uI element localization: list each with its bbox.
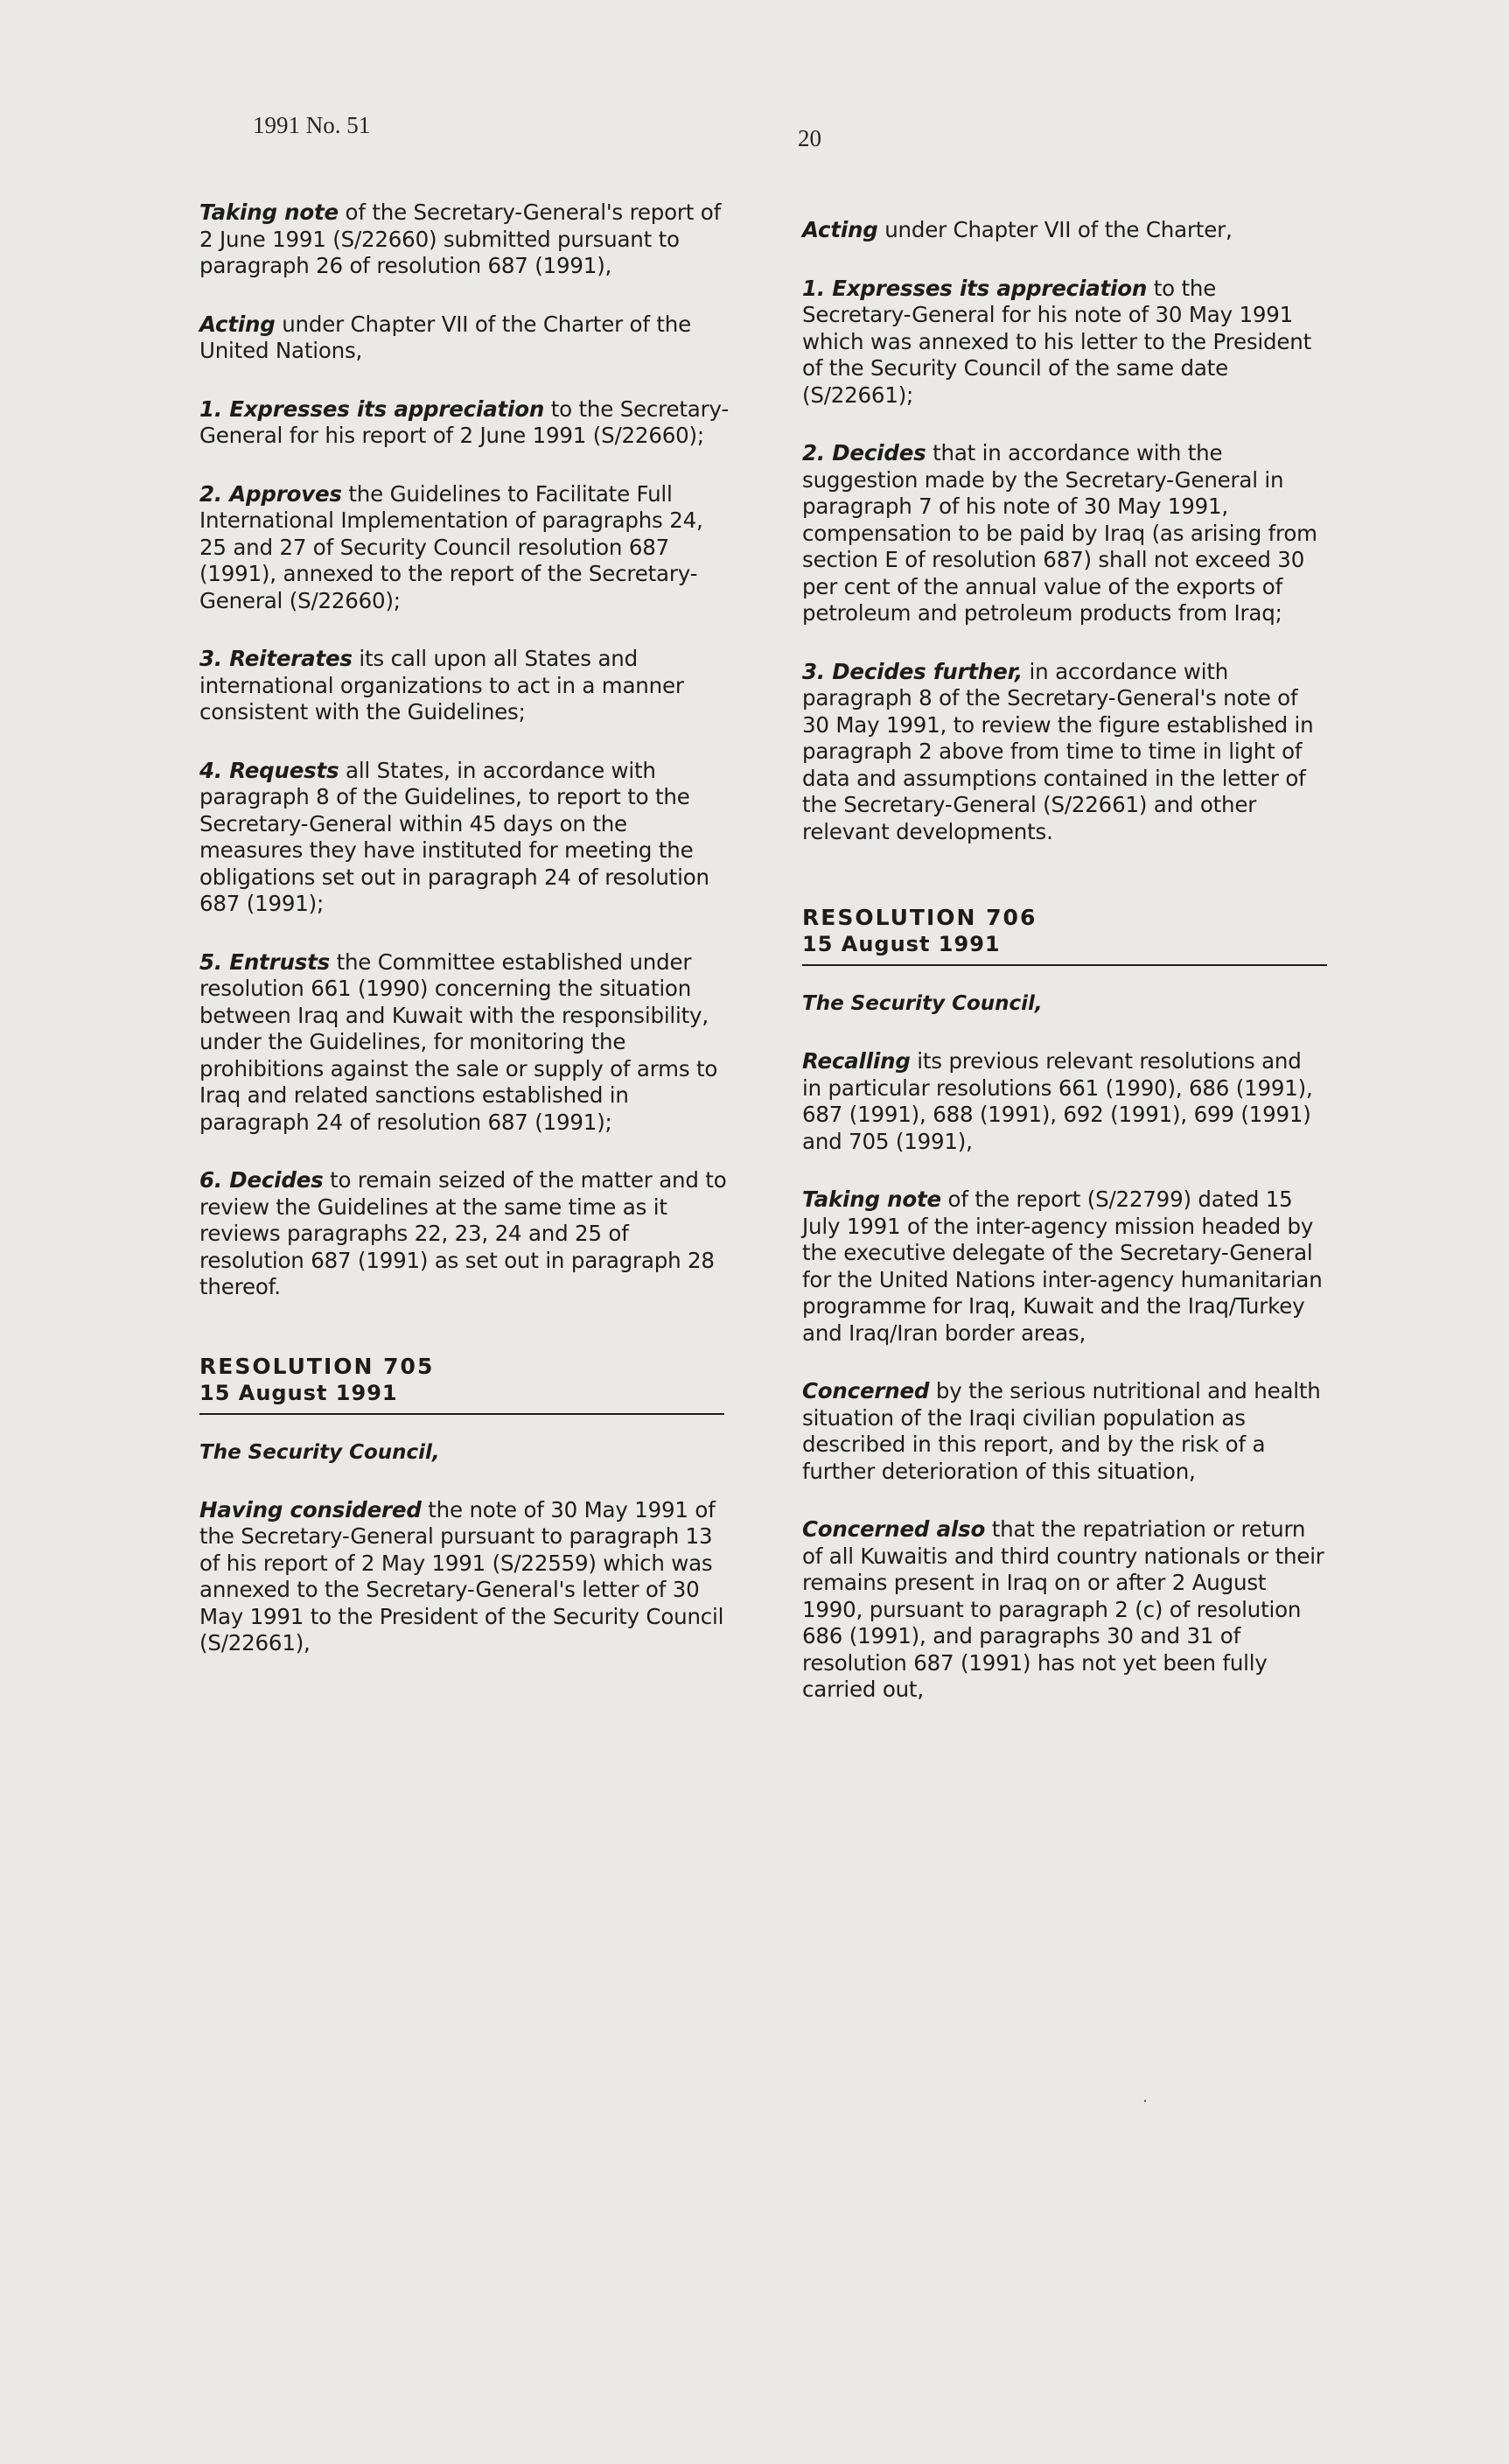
scan-speck (1144, 2100, 1146, 2102)
page-header-left: 1991 No. 51 (253, 112, 371, 138)
paragraph: Acting under Chapter VII of the Charter, (802, 217, 1233, 242)
resolution-705-heading (199, 1354, 733, 1415)
page-number: 20 (798, 125, 821, 151)
resolution-divider (199, 1413, 724, 1415)
paragraph: Having considered the note of 30 May 1991 of the Secretary-General pursuant to paragraph 13 of his report of 2 May 1991 (S/22559) which was annexed to the Secretary-General's letter of 30 May 1991 to the President of the Security Council (S/22661), (199, 1496, 724, 1656)
paragraph: 6. Decides to remain seized of the matter and to review the Guidelines at the same time as it reviews paragraphs 22, 23, 24 and 25 of resolution 687 (1991) as set out in paragraph 28 thereof. (199, 1167, 727, 1299)
right-column (802, 217, 1327, 1735)
resolution-date: 15 August 1991 (199, 1380, 398, 1405)
paragraph: Acting under Chapter VII of the Charter of the United Nations, (199, 311, 691, 363)
paragraph: Taking note of the Secretary-General's report of 2 June 1991 (S/22660) submitted pursuant to paragraph 26 of resolution 687 (1991), (199, 200, 722, 278)
paragraph: Concerned also that the repatriation or return of all Kuwaitis and third country nationals or their remains present in Iraq on or after 2 August 1990, pursuant to paragraph 2 (c) of resolution 686 (1991), and paragraphs 30 and 31 of resolution 687 (1991) has not yet been fully carried out, (802, 1516, 1324, 1702)
resolution-title: RESOLUTION 705 (199, 1353, 435, 1379)
paragraph: 4. Requests all States, in accordance with paragraph 8 of the Guidelines, to report to the Secretary-General within 45 days on the measures they have instituted for meeting the obligations set out in paragraph 24 of resolution 687 (1991); (199, 757, 709, 916)
paragraph: 2. Approves the Guidelines to Facilitate Full International Implementation of paragraphs 24, 25 and 27 of Security Council resolution 687 (1991), annexed to the report of the Secretary-General (S/22660); (199, 480, 703, 613)
paragraph: 5. Entrusts the Committee established under resolution 661 (1990) concerning the situation between Iraq and Kuwait with the responsibility, under the Guidelines, for monitoring the prohibitions against the sale or supply of arms to Iraq and related sanctions established in paragraph 24 of resolution 687 (1991); (199, 948, 718, 1135)
resolution-date: 15 August 1991 (802, 932, 1001, 956)
paragraph: 1. Expresses its appreciation to the Secretary-General for his note of 30 May 1991 which was annexed to his letter to the President of the Security Council of the same date (S/22661); (802, 275, 1311, 408)
paragraph: 1. Expresses its appreciation to the Secretary-General for his report of 2 June 1991 (S/22660); (199, 396, 729, 448)
paragraph: Taking note of the report (S/22799) dated 15 July 1991 of the inter-agency mission headed by the executive delegate of the Secretary-General for the United Nations inter-agency humanitarian programme for Iraq, Kuwait and the Iraq/Turkey and Iraq/Iran border areas, (802, 1186, 1323, 1346)
paragraph: Recalling its previous relevant resolutions and in particular resolutions 661 (1990), 686 (1991), 687 (1991), 688 (1991), 692 (1991), 699 (1991) and 705 (1991), (802, 1048, 1313, 1154)
resolution-divider (802, 964, 1327, 966)
paragraph: 3. Reiterates its call upon all States and international organizations to act in a manner consistent with the Guidelines; (199, 646, 684, 724)
council-heading: The Security Council, (802, 992, 1043, 1015)
left-column (199, 200, 733, 1689)
paragraph: 2. Decides that in accordance with the suggestion made by the Secretary-General in paragraph 7 of his note of 30 May 1991, compensation to be paid by Iraq (as arising from section E of resolution 687) shall not exceed 30 per cent of the annual value of the exports of petroleum and petroleum products from Iraq; (802, 440, 1317, 626)
resolution-706-heading (802, 905, 1327, 966)
council-heading: The Security Council, (199, 1440, 440, 1464)
paragraph: Concerned by the serious nutritional and health situation of the Iraqi civilian population as described in this report, and by the risk of a further deterioration of this situation, (802, 1378, 1321, 1484)
resolution-title: RESOLUTION 706 (802, 905, 1037, 930)
paragraph: 3. Decides further, in accordance with paragraph 8 of the Secretary-General's note of 30 May 1991, to review the figure established in paragraph 2 above from time to time in light of data and assumptions contained in the letter of the Secretary-General (S/22661) and other relevant developments. (802, 658, 1314, 844)
